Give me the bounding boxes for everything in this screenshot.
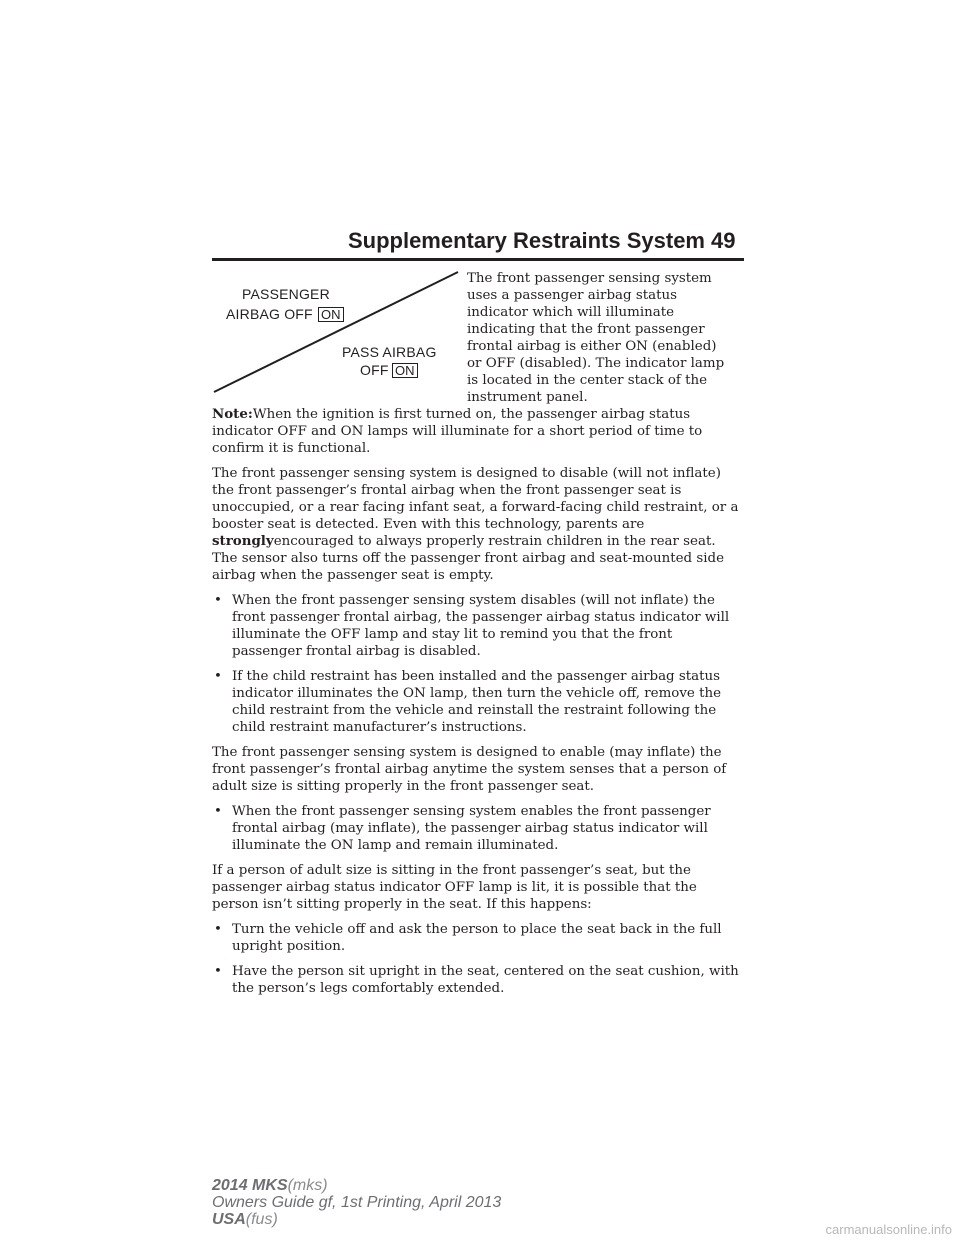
body-content [212, 406, 742, 1005]
page-header [0, 228, 960, 260]
footer-line-model [212, 1177, 501, 1194]
bullet-marker: • [214, 593, 222, 608]
figure-label-pass-airbag: PASS AIRBAG [342, 344, 437, 360]
page-footer [212, 1177, 501, 1228]
paragraph-disable [212, 465, 742, 584]
paragraph-disable-text-a: The front passenger sensing system is designed to disable (will not inflate) the front passenger’s frontal airbag when the front passenger seat is unoccupied, or a rear facing infant seat, a forward-facing child restraint, or a booster seat is detected. Even with this technology, parents are [212, 466, 739, 532]
paragraph-disable-text-b: encouraged to always properly restrain children in the rear seat. The sensor also turns off the passenger front airbag and seat-mounted side airbag when the passenger seat is empty. [212, 534, 725, 583]
footer-line-edition: Owners Guide gf, 1st Printing, April 2013 [212, 1194, 502, 1211]
figure-label-off: OFF [360, 362, 389, 378]
header-rule [212, 258, 744, 261]
note-label: Note: [212, 406, 253, 422]
figure-on-lamp-top: ON [318, 307, 344, 322]
list-item [212, 921, 742, 955]
airbag-indicator-figure [212, 268, 460, 396]
footer-line-market [212, 1211, 501, 1228]
footer-model-code: (mks) [287, 1177, 328, 1194]
list-item [212, 668, 742, 736]
figure-label-passenger: PASSENGER [242, 286, 330, 302]
paragraph-enable: The front passenger sensing system is designed to enable (may inflate) the front passenger’s frontal airbag anytime the system senses that a person of adult size is sitting properly in the front passenger seat. [212, 745, 727, 794]
page-number: 49 [711, 228, 736, 253]
footer-market-code: (fus) [245, 1211, 278, 1228]
bullet-marker: • [214, 804, 222, 819]
watermark: carmanualsonline.info [825, 1222, 952, 1237]
list-item [212, 803, 742, 854]
list-item [212, 592, 742, 660]
list-item-text: Have the person sit upright in the seat, centered on the seat cushion, with the person’s legs comfortably extended. [232, 964, 739, 996]
footer-model: 2014 MKS [212, 1177, 288, 1194]
note-paragraph [212, 406, 742, 457]
figure-on-lamp-bottom: ON [392, 363, 418, 378]
list-item-text: When the front passenger sensing system disables (will not inflate) the front passenger frontal airbag, the passenger airbag status indicator will illuminate the OFF lamp and stay lit to remind you that the front passenger frontal airbag is disabled. [232, 593, 730, 659]
intro-paragraph: The front passenger sensing system uses a passenger airbag status indicator which will illuminate indicating that the front passenger frontal airbag is either ON (enabled) or OFF (disabled). The indicator lamp is located in the center stack of the instrument panel. [467, 271, 725, 405]
paragraph-adult-off: If a person of adult size is sitting in the front passenger’s seat, but the passenger airbag status indicator OFF lamp is lit, it is possible that the person isn’t sitting properly in the seat. If this happens: [212, 863, 697, 912]
footer-market: USA [212, 1211, 246, 1228]
list-item [212, 963, 742, 997]
figure-label-airbag-off: AIRBAG OFF [226, 306, 313, 322]
bullet-marker: • [214, 669, 222, 684]
section-title: Supplementary Restraints System [347, 228, 705, 253]
note-text: When the ignition is first turned on, the passenger airbag status indicator OFF and ON lamps will illuminate for a short period of time to confirm it is functional. [212, 407, 703, 456]
emphasis-strongly: strongly [212, 533, 274, 549]
list-item-text: If the child restraint has been installed and the passenger airbag status indicator illuminates the ON lamp, then turn the vehicle off, remove the child restraint from the vehicle and reinstall the restraint following the child restraint manufacturer’s instructions. [232, 669, 722, 735]
list-item-text: Turn the vehicle off and ask the person to place the seat back in the full upright position. [232, 922, 722, 954]
bullet-marker: • [214, 922, 222, 937]
list-item-text: When the front passenger sensing system enables the front passenger frontal airbag (may inflate), the passenger airbag status indicator will illuminate the ON lamp and remain illuminated. [232, 804, 711, 853]
bullet-marker: • [214, 964, 222, 979]
